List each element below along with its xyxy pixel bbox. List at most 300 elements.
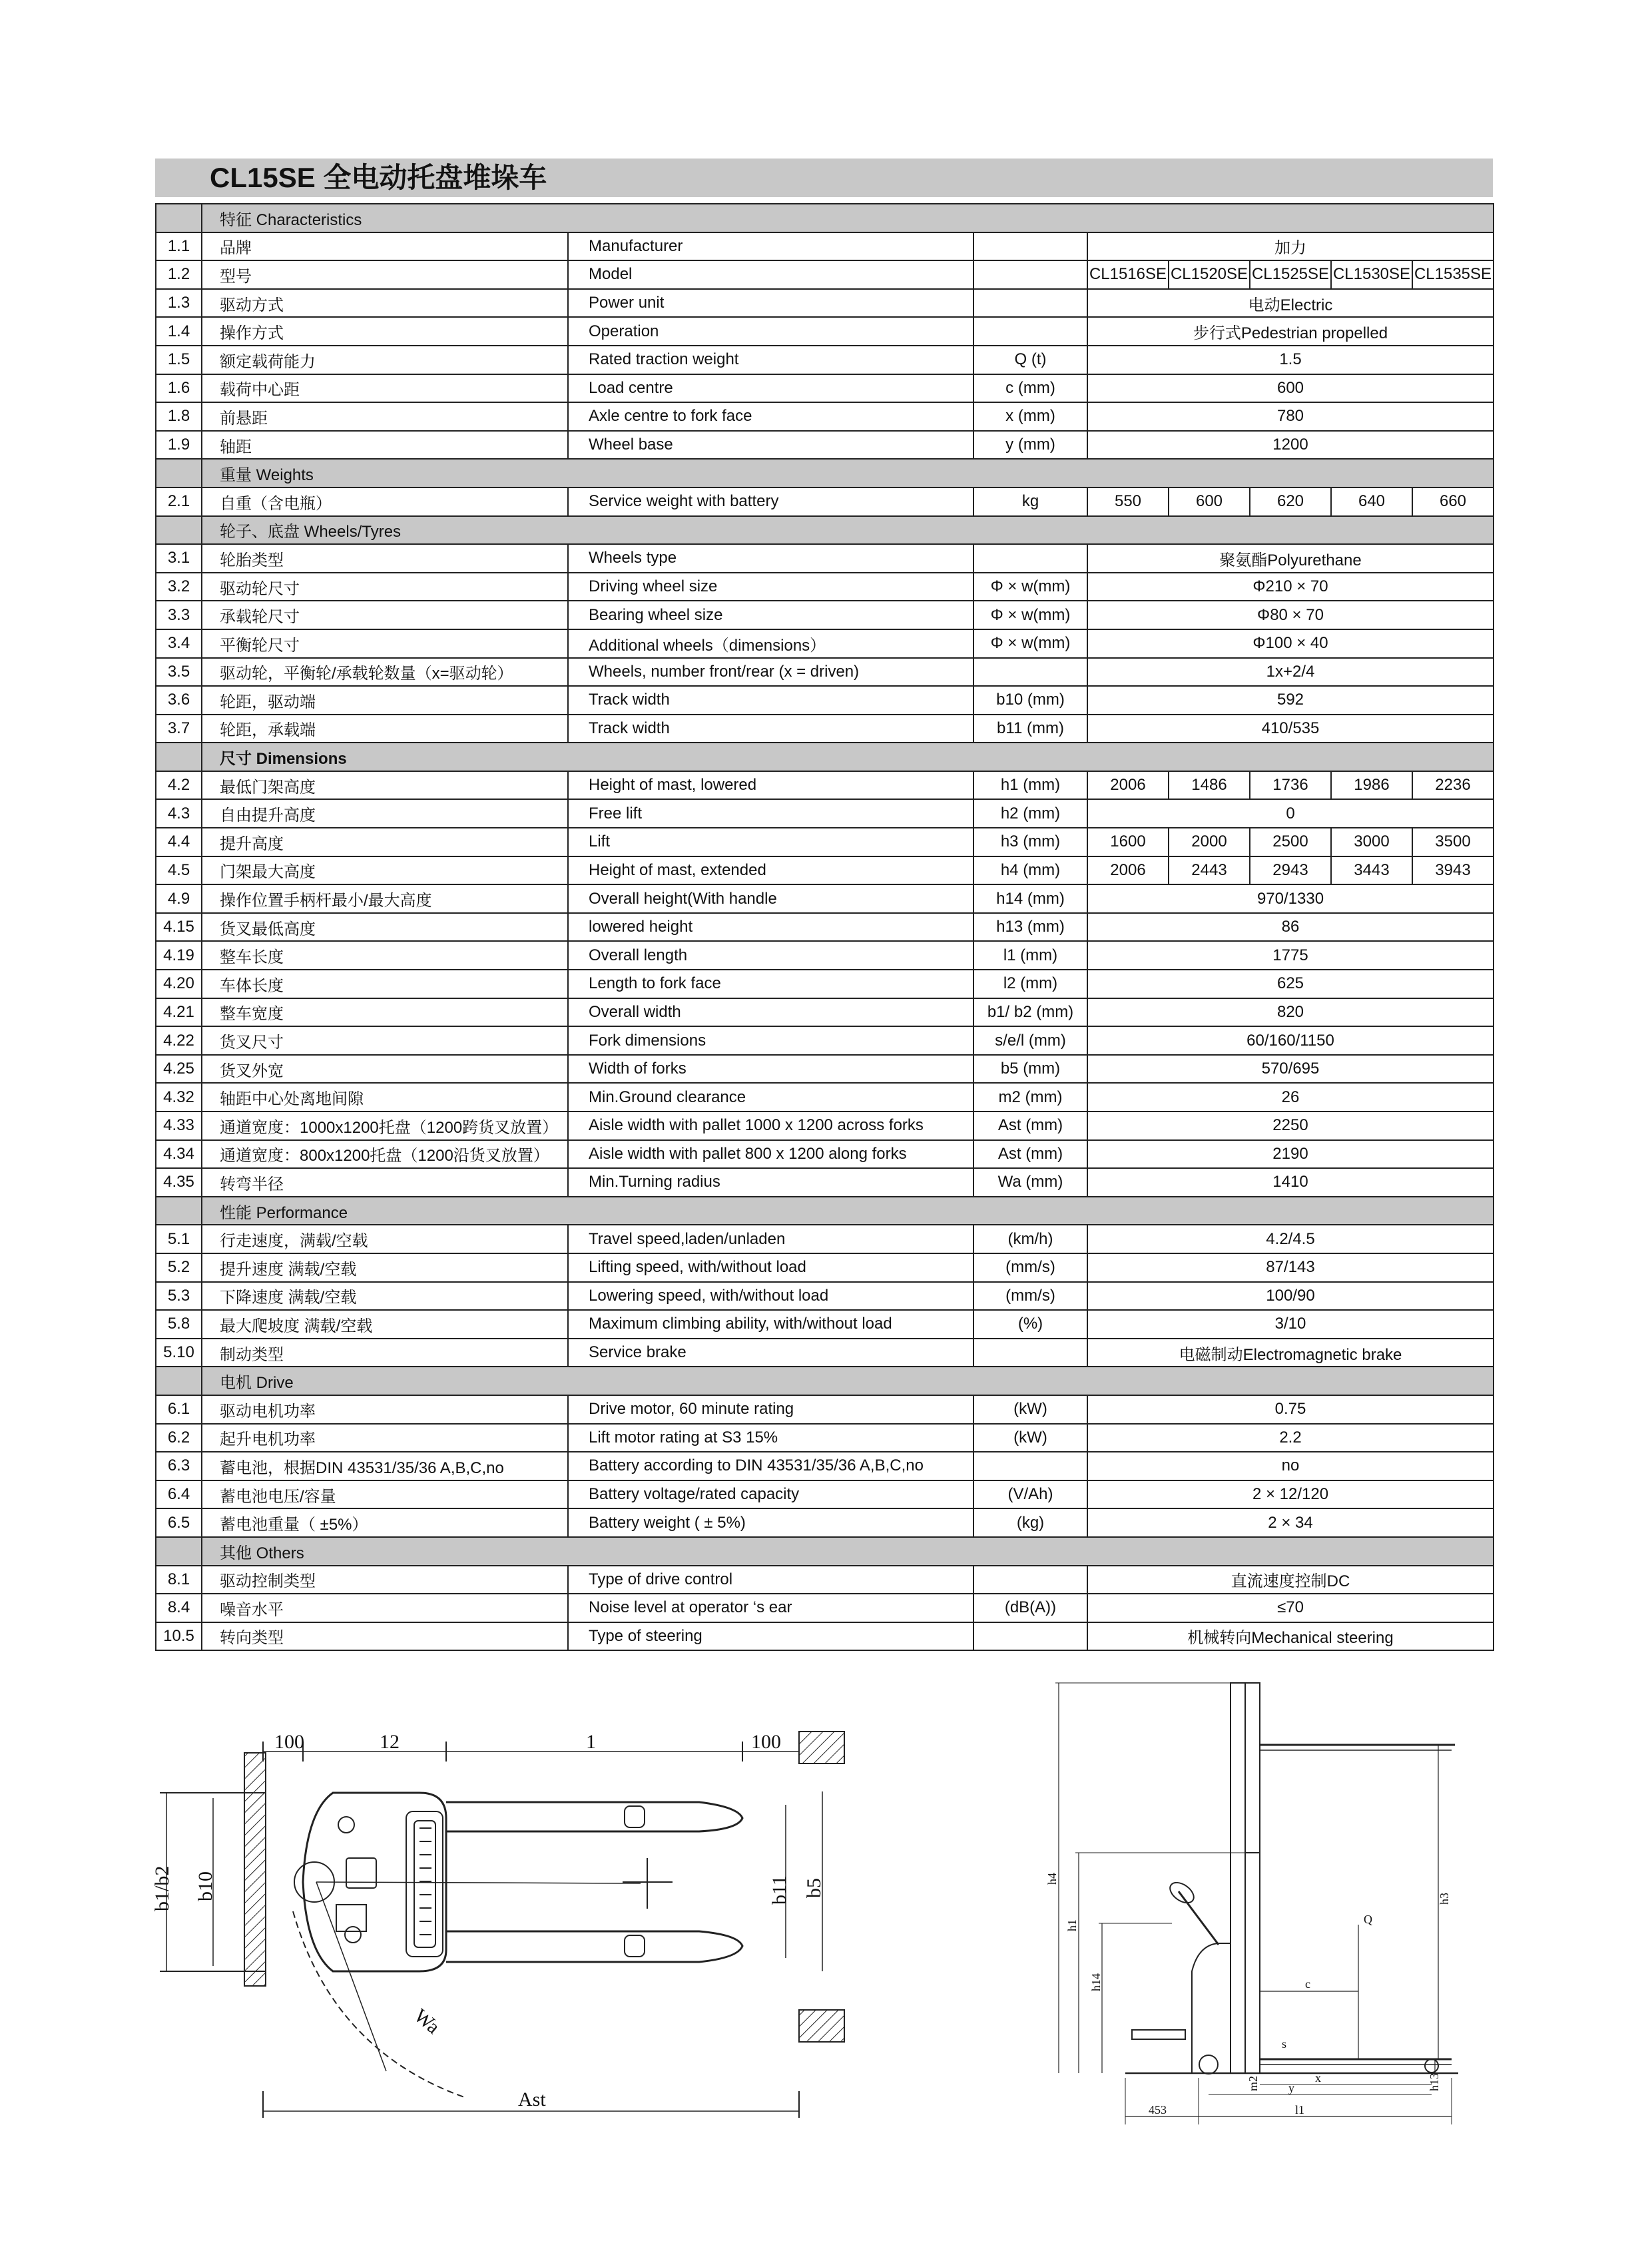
chinese-label: 驱动轮尺寸 — [202, 573, 568, 601]
spec-row — [156, 629, 1494, 658]
section-title: 其他 Others — [202, 1537, 1494, 1566]
spec-row — [156, 1480, 1494, 1509]
english-label: Overall length — [568, 941, 973, 970]
unit-cell: h1 (mm) — [973, 771, 1087, 800]
page-title: CL15SE 全电动托盘堆垛车 — [210, 162, 547, 193]
spec-row — [156, 1168, 1494, 1197]
value-cell: 780 — [1087, 402, 1494, 431]
section-number-cell — [156, 1537, 202, 1566]
row-number: 3.5 — [156, 658, 202, 687]
english-label: Free lift — [568, 799, 973, 828]
spec-row — [156, 1310, 1494, 1339]
row-number: 6.5 — [156, 1508, 202, 1537]
row-number: 4.19 — [156, 941, 202, 970]
unit-cell: h14 (mm) — [973, 884, 1087, 913]
dim-label-s: s — [1282, 2037, 1287, 2051]
unit-cell — [973, 260, 1087, 289]
row-number: 4.22 — [156, 1026, 202, 1055]
row-number: 5.3 — [156, 1282, 202, 1311]
row-number: 5.2 — [156, 1253, 202, 1282]
value-cell: 1410 — [1087, 1168, 1494, 1197]
dim-label-h1: h1 — [1065, 1919, 1079, 1931]
dim-label-b5: b5 — [803, 1878, 825, 1898]
spec-row — [156, 799, 1494, 828]
value-cell: 电磁制动Electromagnetic brake — [1087, 1339, 1494, 1367]
spec-row — [156, 1508, 1494, 1537]
value-cell: 86 — [1087, 913, 1494, 942]
section-title: 重量 Weights — [202, 459, 1494, 487]
unit-cell: (kW) — [973, 1424, 1087, 1452]
chinese-label: 货叉外宽 — [202, 1055, 568, 1084]
row-number: 4.5 — [156, 856, 202, 885]
unit-cell — [973, 289, 1087, 318]
chinese-label: 起升电机功率 — [202, 1424, 568, 1452]
dim-label-ast: Ast — [518, 2088, 546, 2110]
row-number: 1.5 — [156, 346, 202, 374]
value-cell: 1x+2/4 — [1087, 658, 1494, 687]
value-cell: 电动Electric — [1087, 289, 1494, 318]
value-cell: no — [1087, 1452, 1494, 1480]
value-cell: 87/143 — [1087, 1253, 1494, 1282]
model-value-cell: 2443 — [1169, 856, 1250, 885]
unit-cell: (mm/s) — [973, 1253, 1087, 1282]
english-label: Width of forks — [568, 1055, 973, 1084]
row-number: 5.8 — [156, 1310, 202, 1339]
value-cell: 2250 — [1087, 1112, 1494, 1140]
chinese-label: 转向类型 — [202, 1622, 568, 1651]
unit-cell: Q (t) — [973, 346, 1087, 374]
spec-row — [156, 1140, 1494, 1169]
chinese-label: 轴距中心处离地间隙 — [202, 1083, 568, 1112]
chinese-label: 轮距，驱动端 — [202, 686, 568, 715]
value-cell: 600 — [1087, 374, 1494, 403]
chinese-label: 整车宽度 — [202, 998, 568, 1027]
title-bar — [155, 159, 1493, 197]
model-value-cell: 1486 — [1169, 771, 1250, 800]
unit-cell: b11 (mm) — [973, 715, 1087, 743]
english-label: Length to fork face — [568, 970, 973, 998]
chinese-label: 前悬距 — [202, 402, 568, 431]
spec-row — [156, 856, 1494, 885]
chinese-label: 制动类型 — [202, 1339, 568, 1367]
row-number: 3.2 — [156, 573, 202, 601]
chinese-label: 提升高度 — [202, 828, 568, 856]
english-label: Drive motor, 60 minute rating — [568, 1395, 973, 1424]
unit-cell: l1 (mm) — [973, 941, 1087, 970]
row-number: 1.9 — [156, 431, 202, 460]
chinese-label: 行走速度，满载/空载 — [202, 1225, 568, 1253]
unit-cell — [973, 544, 1087, 573]
chinese-label: 整车长度 — [202, 941, 568, 970]
english-label: Wheels type — [568, 544, 973, 573]
chinese-label: 轴距 — [202, 431, 568, 460]
english-label: Service brake — [568, 1339, 973, 1367]
row-number: 6.3 — [156, 1452, 202, 1480]
section-header-row — [156, 204, 1494, 232]
row-number: 4.4 — [156, 828, 202, 856]
model-value-cell: 2236 — [1412, 771, 1494, 800]
spec-row — [156, 1339, 1494, 1367]
model-value-cell: 2000 — [1169, 828, 1250, 856]
spec-row — [156, 771, 1494, 800]
spec-row — [156, 715, 1494, 743]
spec-row — [156, 686, 1494, 715]
value-cell: 0.75 — [1087, 1395, 1494, 1424]
unit-cell: y (mm) — [973, 431, 1087, 460]
section-title: 特征 Characteristics — [202, 204, 1494, 232]
unit-cell — [973, 232, 1087, 261]
value-cell: 2190 — [1087, 1140, 1494, 1169]
dim-label-m2: m2 — [1246, 2075, 1260, 2091]
english-label: Track width — [568, 686, 973, 715]
unit-cell: Φ × w(mm) — [973, 601, 1087, 629]
value-cell: 1775 — [1087, 941, 1494, 970]
chinese-label: 轮胎类型 — [202, 544, 568, 573]
english-label: Axle centre to fork face — [568, 402, 973, 431]
english-label: Wheel base — [568, 431, 973, 460]
row-number: 1.6 — [156, 374, 202, 403]
spec-row — [156, 913, 1494, 942]
row-number: 8.4 — [156, 1594, 202, 1622]
value-cell: 步行式Pedestrian propelled — [1087, 317, 1494, 346]
chinese-label: 型号 — [202, 260, 568, 289]
value-cell: 410/535 — [1087, 715, 1494, 743]
model-value-cell: CL1530SE — [1331, 260, 1412, 289]
chinese-label: 自重（含电瓶） — [202, 487, 568, 516]
spec-row — [156, 232, 1494, 261]
spec-row — [156, 573, 1494, 601]
value-cell: 625 — [1087, 970, 1494, 998]
model-value-cell: 3500 — [1412, 828, 1494, 856]
chinese-label: 最大爬坡度 满载/空载 — [202, 1310, 568, 1339]
spec-table — [155, 203, 1494, 1651]
english-label: Fork dimensions — [568, 1026, 973, 1055]
model-value-cell: 3443 — [1331, 856, 1412, 885]
english-label: Type of drive control — [568, 1566, 973, 1594]
chinese-label: 额定载荷能力 — [202, 346, 568, 374]
section-header-row — [156, 459, 1494, 487]
spec-row — [156, 970, 1494, 998]
chinese-label: 蓄电池重量（ ±5%） — [202, 1508, 568, 1537]
chinese-label: 品牌 — [202, 232, 568, 261]
row-number: 1.8 — [156, 402, 202, 431]
dim-label-h3: h3 — [1438, 1893, 1451, 1905]
chinese-label: 驱动方式 — [202, 289, 568, 318]
spec-row — [156, 1225, 1494, 1253]
value-cell: 2.2 — [1087, 1424, 1494, 1452]
dim-label-l1: l1 — [1295, 2103, 1305, 2116]
value-cell: ≤70 — [1087, 1594, 1494, 1622]
spec-row — [156, 1112, 1494, 1140]
dim-label-top-3: 1 — [586, 1731, 596, 1753]
unit-cell: Ast (mm) — [973, 1140, 1087, 1169]
english-label: Lift motor rating at S3 15% — [568, 1424, 973, 1452]
spec-row — [156, 1083, 1494, 1112]
spec-row — [156, 1055, 1494, 1084]
section-number-cell — [156, 743, 202, 771]
row-number: 3.1 — [156, 544, 202, 573]
value-cell: 加力 — [1087, 232, 1494, 261]
unit-cell: x (mm) — [973, 402, 1087, 431]
row-number: 1.2 — [156, 260, 202, 289]
english-label: Rated traction weight — [568, 346, 973, 374]
english-label: Battery weight ( ± 5%) — [568, 1508, 973, 1537]
chinese-label: 提升速度 满载/空载 — [202, 1253, 568, 1282]
spec-row — [156, 601, 1494, 629]
value-cell: Φ210 × 70 — [1087, 573, 1494, 601]
chinese-label: 最低门架高度 — [202, 771, 568, 800]
english-label: Track width — [568, 715, 973, 743]
unit-cell: Wa (mm) — [973, 1168, 1087, 1197]
dim-label-x: x — [1315, 2071, 1321, 2084]
chinese-label: 车体长度 — [202, 970, 568, 998]
row-number: 4.9 — [156, 884, 202, 913]
unit-cell: Ast (mm) — [973, 1112, 1087, 1140]
english-label: Wheels, number front/rear (x = driven) — [568, 658, 973, 687]
row-number: 1.3 — [156, 289, 202, 318]
dim-label-q: Q — [1364, 1913, 1372, 1926]
unit-cell: kg — [973, 487, 1087, 516]
unit-cell: c (mm) — [973, 374, 1087, 403]
row-number: 4.2 — [156, 771, 202, 800]
row-number: 4.35 — [156, 1168, 202, 1197]
row-number: 6.2 — [156, 1424, 202, 1452]
section-title: 轮子、底盘 Wheels/Tyres — [202, 516, 1494, 545]
plan-view-drawing — [160, 1732, 844, 2118]
row-number: 4.32 — [156, 1083, 202, 1112]
side-view-drawing — [1055, 1683, 1458, 2124]
model-value-cell: 1736 — [1250, 771, 1331, 800]
english-label: lowered height — [568, 913, 973, 942]
chinese-label: 承载轮尺寸 — [202, 601, 568, 629]
dim-label-top-4: 100 — [751, 1731, 781, 1753]
chinese-label: 通道宽度：800x1200托盘（1200沿货叉放置） — [202, 1140, 568, 1169]
value-cell: 机械转向Mechanical steering — [1087, 1622, 1494, 1651]
row-number: 4.20 — [156, 970, 202, 998]
row-number: 2.1 — [156, 487, 202, 516]
value-cell: 1200 — [1087, 431, 1494, 460]
model-value-cell: 1600 — [1087, 828, 1169, 856]
row-number: 4.33 — [156, 1112, 202, 1140]
row-number: 3.4 — [156, 629, 202, 658]
spec-row — [156, 1452, 1494, 1480]
english-label: Noise level at operator ‘s ear — [568, 1594, 973, 1622]
section-title: 电机 Drive — [202, 1367, 1494, 1395]
row-number: 4.21 — [156, 998, 202, 1027]
english-label: Travel speed,laden/unladen — [568, 1225, 973, 1253]
chinese-label: 通道宽度：1000x1200托盘（1200跨货叉放置） — [202, 1112, 568, 1140]
row-number: 1.4 — [156, 317, 202, 346]
value-cell: 0 — [1087, 799, 1494, 828]
section-header-row — [156, 516, 1494, 545]
value-cell: 820 — [1087, 998, 1494, 1027]
chinese-label: 蓄电池，根据DIN 43531/35/36 A,B,C,no — [202, 1452, 568, 1480]
unit-cell: (km/h) — [973, 1225, 1087, 1253]
english-label: Power unit — [568, 289, 973, 318]
unit-cell — [973, 317, 1087, 346]
row-number: 6.4 — [156, 1480, 202, 1509]
model-value-cell: 550 — [1087, 487, 1169, 516]
dim-label-453: 453 — [1149, 2103, 1167, 2116]
english-label: Lowering speed, with/without load — [568, 1282, 973, 1311]
english-label: Manufacturer — [568, 232, 973, 261]
section-number-cell — [156, 516, 202, 545]
row-number: 3.3 — [156, 601, 202, 629]
section-header-row — [156, 1367, 1494, 1395]
model-value-cell: CL1520SE — [1169, 260, 1250, 289]
spec-row — [156, 658, 1494, 687]
model-value-cell: 620 — [1250, 487, 1331, 516]
spec-row — [156, 260, 1494, 289]
unit-cell: (kg) — [973, 1508, 1087, 1537]
value-cell: 970/1330 — [1087, 884, 1494, 913]
chinese-label: 蓄电池电压/容量 — [202, 1480, 568, 1509]
spec-row — [156, 431, 1494, 460]
english-label: Maximum climbing ability, with/without load — [568, 1310, 973, 1339]
english-label: Service weight with battery — [568, 487, 973, 516]
unit-cell: Φ × w(mm) — [973, 629, 1087, 658]
model-value-cell: 3000 — [1331, 828, 1412, 856]
dim-label-b11: b11 — [768, 1875, 790, 1905]
chinese-label: 驱动控制类型 — [202, 1566, 568, 1594]
spec-row — [156, 998, 1494, 1027]
spec-row — [156, 402, 1494, 431]
spec-row — [156, 1566, 1494, 1594]
value-cell: 60/160/1150 — [1087, 1026, 1494, 1055]
row-number: 4.15 — [156, 913, 202, 942]
unit-cell: h13 (mm) — [973, 913, 1087, 942]
section-number-cell — [156, 1197, 202, 1225]
model-value-cell: CL1516SE — [1087, 260, 1169, 289]
row-number: 6.1 — [156, 1395, 202, 1424]
chinese-label: 下降速度 满载/空载 — [202, 1282, 568, 1311]
dim-label-b10: b10 — [194, 1871, 216, 1901]
section-header-row — [156, 1537, 1494, 1566]
english-label: Bearing wheel size — [568, 601, 973, 629]
english-label: Overall height(With handle — [568, 884, 973, 913]
spec-row — [156, 941, 1494, 970]
dim-label-top-1: 100 — [274, 1731, 304, 1753]
dim-label-h4: h4 — [1045, 1873, 1059, 1885]
unit-cell: (%) — [973, 1310, 1087, 1339]
value-cell: 100/90 — [1087, 1282, 1494, 1311]
english-label: Aisle width with pallet 800 x 1200 along forks — [568, 1140, 973, 1169]
spec-row — [156, 1594, 1494, 1622]
dim-label-b1b2: b1/b2 — [151, 1865, 173, 1911]
unit-cell: (V/Ah) — [973, 1480, 1087, 1509]
english-label: Load centre — [568, 374, 973, 403]
english-label: Battery voltage/rated capacity — [568, 1480, 973, 1509]
section-title: 性能 Performance — [202, 1197, 1494, 1225]
unit-cell — [973, 1566, 1087, 1594]
chinese-label: 货叉最低高度 — [202, 913, 568, 942]
unit-cell: b5 (mm) — [973, 1055, 1087, 1084]
unit-cell — [973, 658, 1087, 687]
unit-cell: l2 (mm) — [973, 970, 1087, 998]
spec-row — [156, 884, 1494, 913]
spec-row — [156, 1282, 1494, 1311]
model-value-cell: 640 — [1331, 487, 1412, 516]
value-cell: Φ100 × 40 — [1087, 629, 1494, 658]
value-cell: 2 × 34 — [1087, 1508, 1494, 1537]
spec-row — [156, 289, 1494, 318]
model-value-cell: CL1525SE — [1250, 260, 1331, 289]
section-header-row — [156, 743, 1494, 771]
spec-row — [156, 1424, 1494, 1452]
chinese-label: 货叉尺寸 — [202, 1026, 568, 1055]
english-label: Height of mast, extended — [568, 856, 973, 885]
english-label: Lifting speed, with/without load — [568, 1253, 973, 1282]
value-cell: 26 — [1087, 1083, 1494, 1112]
row-number: 5.1 — [156, 1225, 202, 1253]
unit-cell: h3 (mm) — [973, 828, 1087, 856]
chinese-label: 载荷中心距 — [202, 374, 568, 403]
spec-row — [156, 544, 1494, 573]
chinese-label: 操作方式 — [202, 317, 568, 346]
value-cell: 2 × 12/120 — [1087, 1480, 1494, 1509]
row-number: 8.1 — [156, 1566, 202, 1594]
spec-row — [156, 1253, 1494, 1282]
spec-row — [156, 487, 1494, 516]
model-value-cell: 2943 — [1250, 856, 1331, 885]
section-title: 尺寸 Dimensions — [202, 743, 1494, 771]
model-value-cell: 2006 — [1087, 856, 1169, 885]
spec-row — [156, 1395, 1494, 1424]
dim-label-wa: Wa — [410, 2005, 444, 2039]
value-cell: Φ80 × 70 — [1087, 601, 1494, 629]
spec-row — [156, 828, 1494, 856]
english-label: Battery according to DIN 43531/35/36 A,B,C,no — [568, 1452, 973, 1480]
unit-cell: (mm/s) — [973, 1282, 1087, 1311]
spec-row — [156, 1026, 1494, 1055]
chinese-label: 门架最大高度 — [202, 856, 568, 885]
english-label: Lift — [568, 828, 973, 856]
unit-cell: Φ × w(mm) — [973, 573, 1087, 601]
english-label: Type of steering — [568, 1622, 973, 1651]
value-cell: 592 — [1087, 686, 1494, 715]
value-cell: 直流速度控制DC — [1087, 1566, 1494, 1594]
model-value-cell: 1986 — [1331, 771, 1412, 800]
model-value-cell: 2006 — [1087, 771, 1169, 800]
value-cell: 570/695 — [1087, 1055, 1494, 1084]
section-number-cell — [156, 459, 202, 487]
chinese-label: 转弯半径 — [202, 1168, 568, 1197]
english-label: Additional wheels（dimensions） — [568, 629, 973, 658]
value-cell: 聚氨酯Polyurethane — [1087, 544, 1494, 573]
row-number: 3.6 — [156, 686, 202, 715]
unit-cell: (dB(A)) — [973, 1594, 1087, 1622]
dim-label-h14: h14 — [1089, 1973, 1103, 1991]
chinese-label: 操作位置手柄杆最小/最大高度 — [202, 884, 568, 913]
model-value-cell: 660 — [1412, 487, 1494, 516]
dim-label-top-2: 12 — [380, 1731, 400, 1753]
english-label: Min.Ground clearance — [568, 1083, 973, 1112]
row-number: 10.5 — [156, 1622, 202, 1651]
spec-row — [156, 374, 1494, 403]
section-number-cell — [156, 1367, 202, 1395]
model-value-cell: 3943 — [1412, 856, 1494, 885]
chinese-label: 轮距，承载端 — [202, 715, 568, 743]
spec-row — [156, 346, 1494, 374]
chinese-label: 驱动电机功率 — [202, 1395, 568, 1424]
value-cell: 4.2/4.5 — [1087, 1225, 1494, 1253]
english-label: Height of mast, lowered — [568, 771, 973, 800]
unit-cell: b10 (mm) — [973, 686, 1087, 715]
english-label: Overall width — [568, 998, 973, 1027]
dim-label-c: c — [1305, 1977, 1310, 1991]
section-header-row — [156, 1197, 1494, 1225]
unit-cell — [973, 1339, 1087, 1367]
